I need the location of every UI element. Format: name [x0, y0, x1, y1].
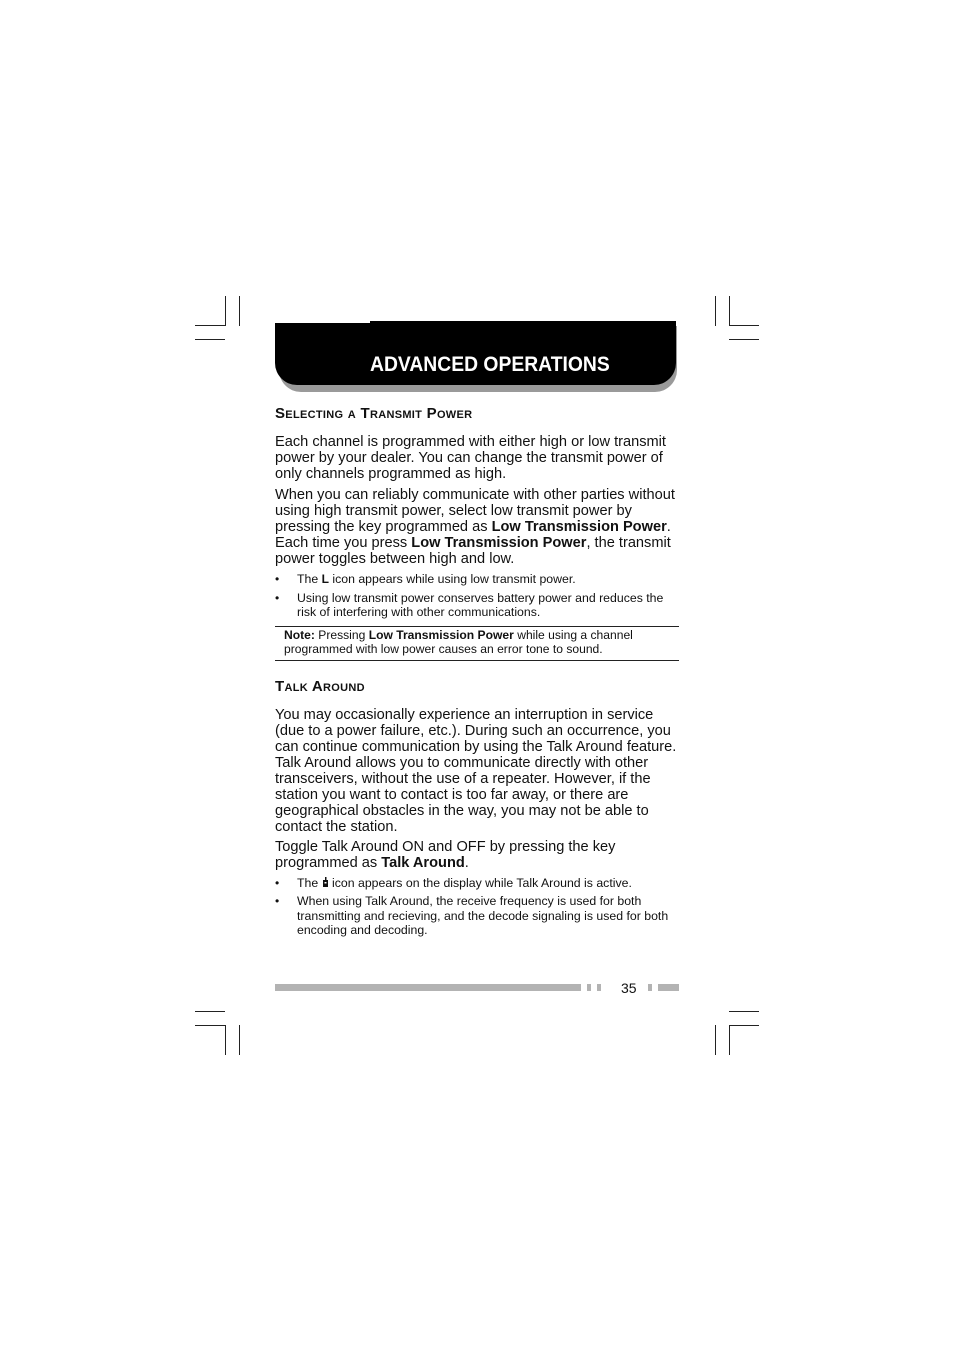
bullet-text: Using low transmit power conserves battery power and reduces the risk of interfering with other communications. — [297, 590, 664, 620]
crop-mark — [225, 296, 226, 326]
paragraph-text: . Each time you press — [275, 519, 671, 551]
paragraph-text: , the transmit power toggles between high and low. — [275, 535, 671, 567]
crop-mark — [239, 296, 240, 326]
bullet-text: icon appears on the display while Talk Around is active. — [328, 875, 632, 890]
footer-square — [648, 984, 652, 991]
bullet-text: icon appears while using low transmit power. — [328, 572, 576, 586]
paragraph-text: . — [464, 854, 469, 871]
footer-bar — [658, 984, 679, 991]
paragraph — [275, 839, 680, 871]
crop-mark — [195, 1011, 225, 1012]
key-name: Low Transmission Power — [411, 535, 587, 551]
section-heading-talk-around: Talk Around — [275, 677, 365, 695]
page-content — [275, 405, 680, 938]
note-text: Pressing — [314, 627, 369, 642]
crop-mark — [195, 1025, 225, 1026]
low-power-icon: L — [321, 572, 329, 586]
crop-mark — [195, 325, 225, 326]
crop-mark — [715, 296, 716, 326]
bullet-text: The — [297, 572, 322, 586]
crop-mark — [715, 1025, 716, 1055]
crop-mark — [729, 325, 759, 326]
paragraph — [275, 434, 680, 482]
paragraph — [275, 707, 680, 835]
note-box — [275, 626, 679, 661]
note-text: while using a channel programmed with low power causes an error tone to sound. — [284, 627, 633, 657]
chapter-title: ADVANCED OPERATIONS — [370, 353, 610, 376]
footer-bar — [275, 984, 581, 991]
page-number: 35 — [621, 980, 637, 996]
section-heading-transmit-power: Selecting a Transmit Power — [275, 405, 473, 422]
footer-square — [597, 984, 601, 991]
list-item — [275, 894, 680, 938]
talk-around-icon — [322, 877, 329, 888]
list-item — [275, 591, 680, 620]
bullet-list — [275, 572, 680, 620]
footer-square — [587, 984, 591, 991]
banner-topline — [275, 321, 370, 323]
paragraph-text: You may occasionally experience an interruption in service (due to a power failure, etc.). During such an occurrence, you can continue communication by using the Talk Around feature. Talk Around allows you to communicate directly with other transceivers, without the use of a repeater. However, if the station you want to contact is too far away, or there are geographical obstacles in the way, you may not be able to contact the station. — [275, 706, 677, 835]
crop-mark — [729, 339, 759, 340]
chapter-banner — [275, 321, 676, 385]
paragraph-text: When you can reliably communicate with other parties without using high transmit power, select low transmit power by pressing the key programmed as — [275, 487, 675, 535]
crop-mark — [729, 1025, 759, 1026]
list-item — [275, 572, 680, 587]
crop-mark — [239, 1025, 240, 1055]
crop-mark — [729, 1025, 730, 1055]
crop-mark — [729, 296, 730, 326]
crop-mark — [195, 339, 225, 340]
bullet-text: The — [297, 875, 322, 890]
crop-mark — [729, 1011, 759, 1012]
bullet-list — [275, 876, 680, 938]
key-name: Low Transmission Power — [491, 519, 667, 535]
paragraph-text: Each channel is programmed with either high or low transmit power by your dealer. You can change the transmit power of only channels programmed as high. — [275, 434, 666, 482]
paragraph — [275, 487, 680, 567]
key-name: Talk Around — [381, 854, 465, 871]
crop-mark — [225, 1025, 226, 1055]
paragraph-text: Toggle Talk Around ON and OFF by pressing the key programmed as — [275, 838, 616, 871]
bullet-text: When using Talk Around, the receive frequency is used for both transmitting and recieving, and the decode signaling is used for both encoding and decoding. — [297, 894, 669, 938]
note-label: Note: — [284, 627, 315, 642]
key-name: Low Transmission Power — [368, 627, 514, 642]
list-item — [275, 876, 680, 891]
